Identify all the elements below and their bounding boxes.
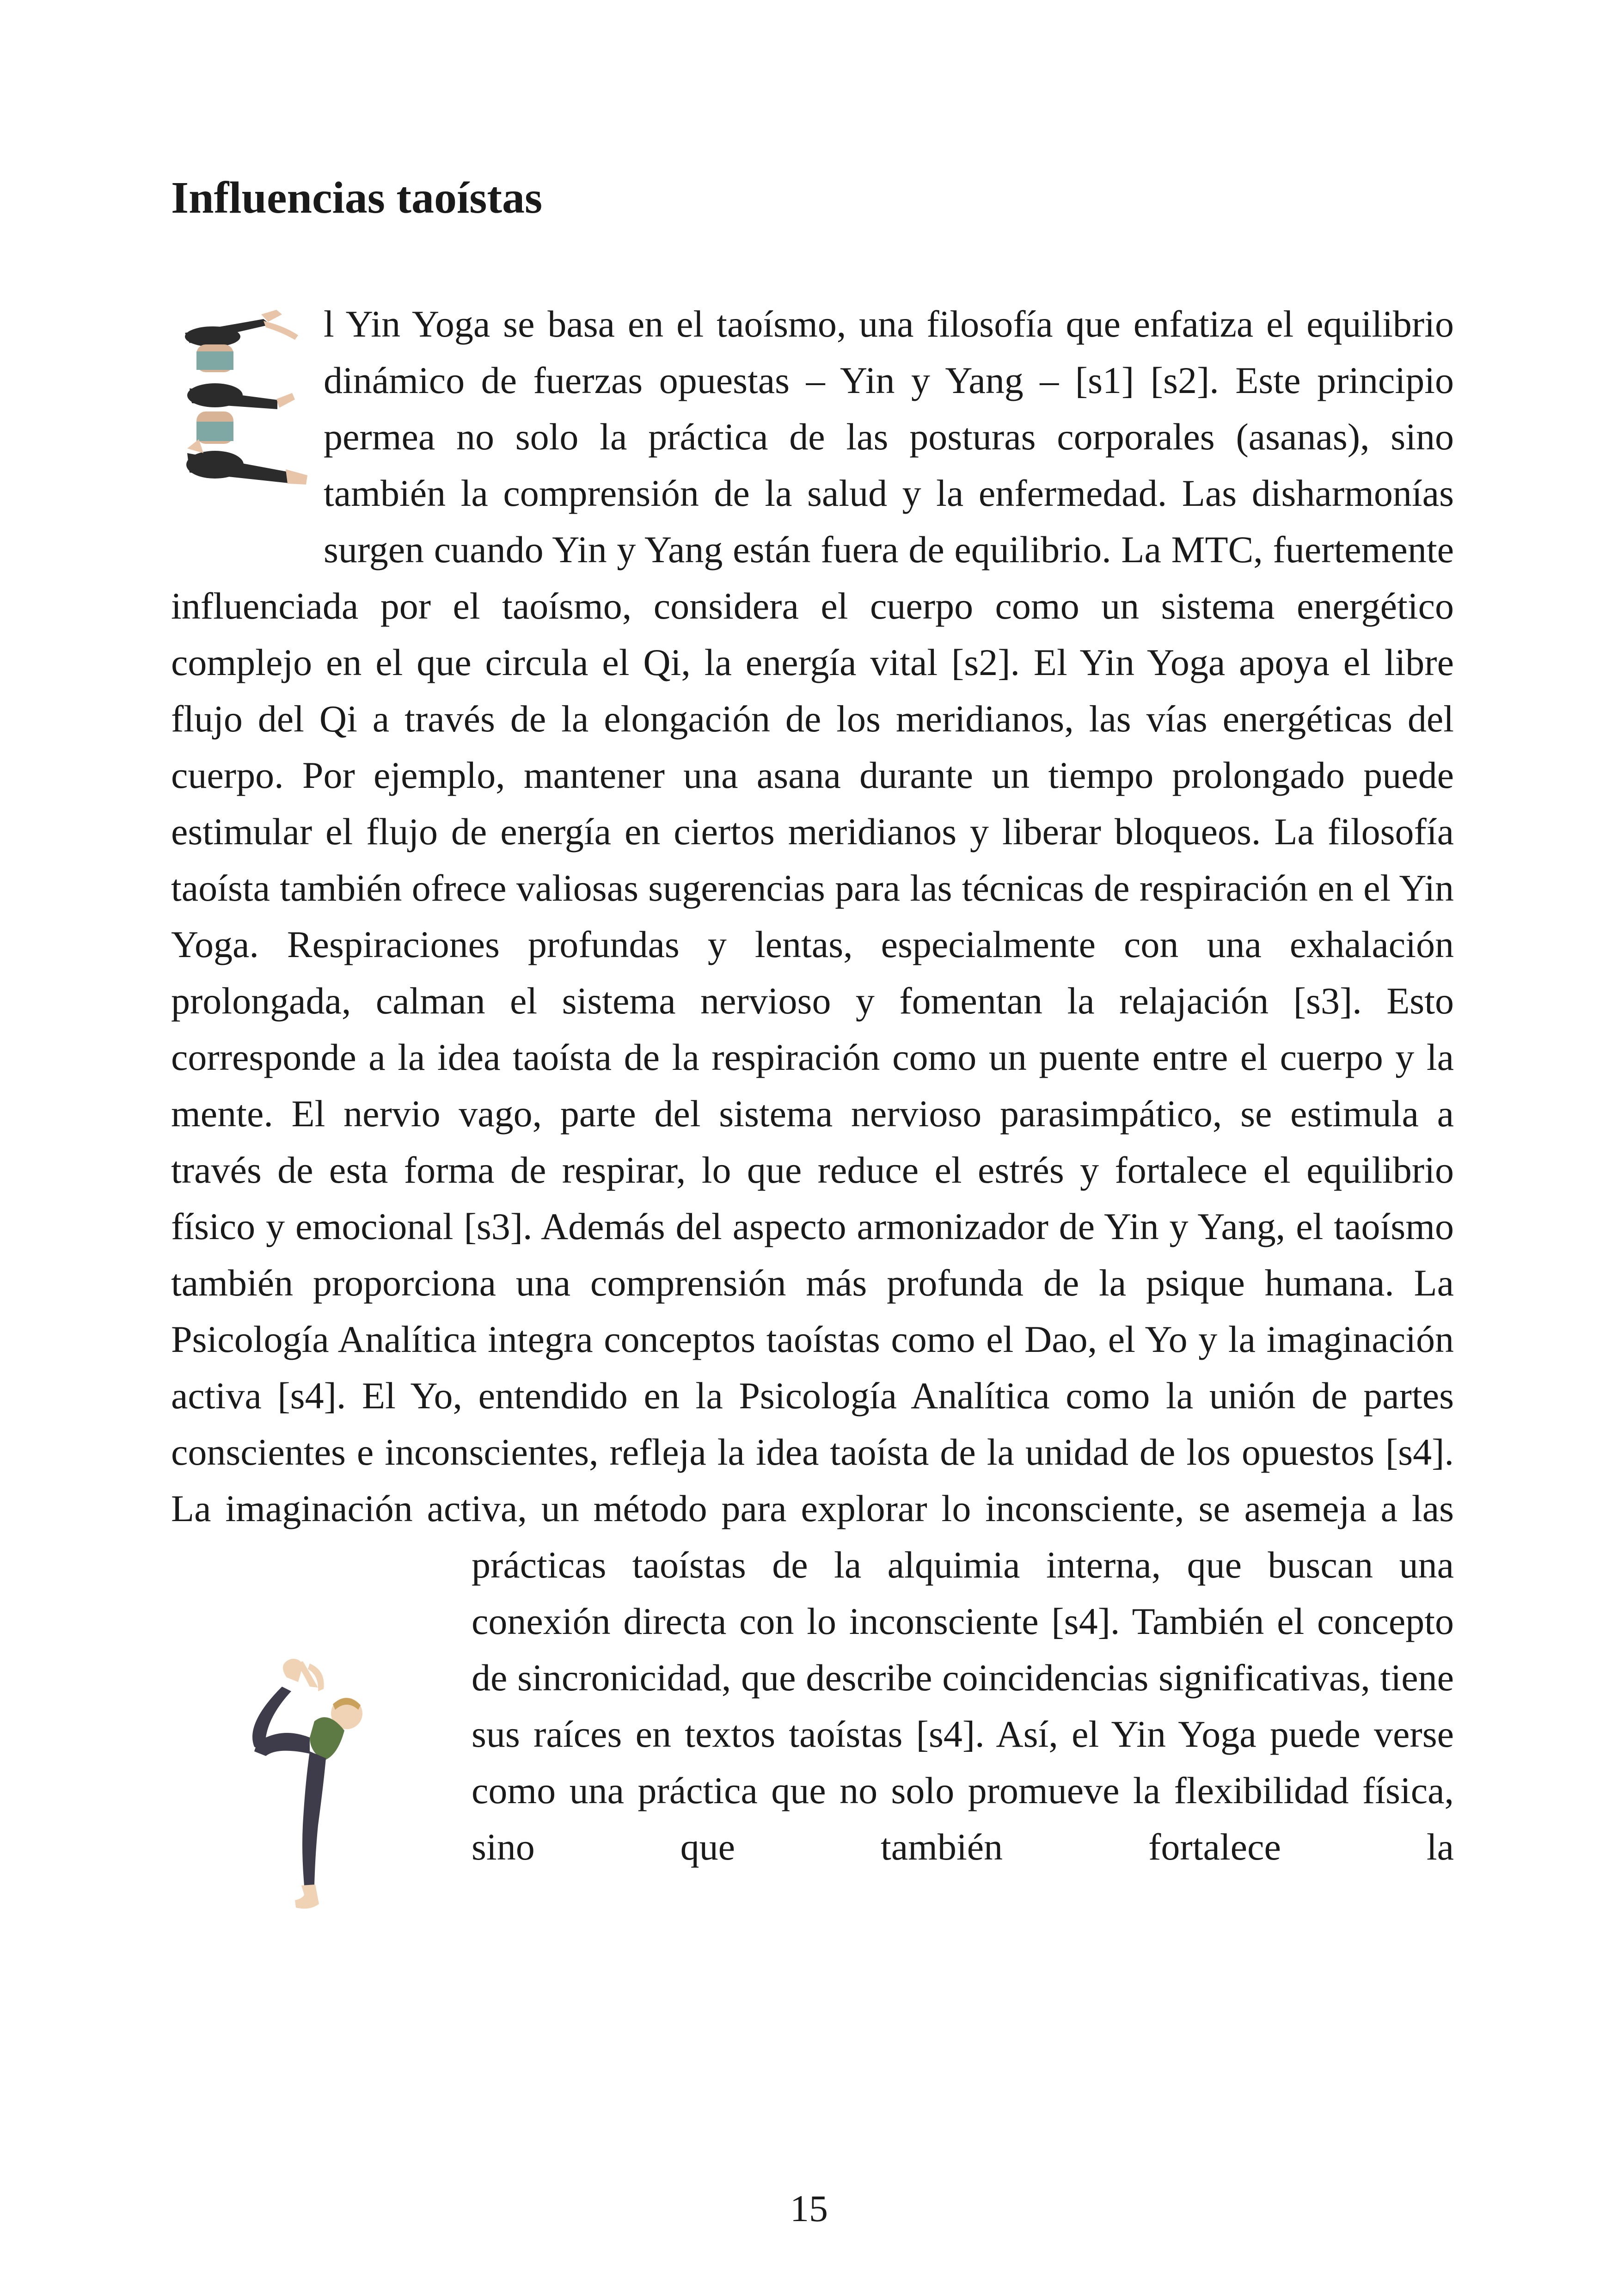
body-paragraph	[171, 296, 1454, 1922]
section-heading: Influencias taoístas	[171, 173, 543, 223]
page-number: 15	[790, 2187, 828, 2229]
paragraph-text-before-figure: l Yin Yoga se basa en el taoísmo, una filosofía que enfatiza el equilibrio dinámico de fuerzas opuestas – Yin y Yang – [s1] [s2]. Este principio permea no solo la práctica de las posturas corporales (asanas), sino también la comprensión de la salud y la enfermedad. Las disharmonías surgen cuando Yin y Yang están fuera de equilibrio. La MTC, fuertemente influenciada por el taoísmo, considera el cuerpo como un sistema energético complejo en el que circula el Qi, la energía vital [s2]. El Yin Yoga apoya el libre flujo del Qi a través de la elongación de los meridianos, las vías energéticas del cuerpo. Por ejemplo, mantener una asana durante un tiempo prolongado puede estimular el flujo de energía en ciertos meridianos y liberar bloqueos. La filosofía taoísta también ofrece valiosas sugerencias para las técnicas de respiración en el Yin Yoga. Respiraciones profundas y lentas, especialmente con una exhalación prolongada, calman el sistema nervioso y fomentan la relajación [s3]. Esto corresponde a la idea taoísta de la respiración como un puente entre el cuerpo y la mente. El nervio vago, parte del sistema nervioso parasimpático, se estimula a través de esta forma de respirar, lo que reduce el estrés y fortalece el equilibrio físico y emocional [s3]. Además del aspecto armonizador de Yin y Yang, el taoísmo también proporciona una comprensión más profunda de la psique humana. La Psicología Analítica integra conceptos taoístas como el Dao, el Yo y la imaginación activa [s4]. El Yo, entendido en la Psicología Analítica como la unión de partes conscientes e inconscientes, refleja la idea taoísta de la unidad de los opuestos [s4]. La imaginación activa, un método para explorar lo	[171, 303, 1454, 1529]
paragraph-text-after-figure: inconsciente, se asemeja a las prácticas taoístas de la alquimia interna, que buscan una conexión directa con lo inconsciente [s4]. También el concepto de sincronicidad, que describe coincidencias significativas, tiene sus raíces en textos taoístas [s4]. Así, el Yin Yoga puede verse como una práctica que no solo promueve la flexibilidad física, sino que también fortalece la	[472, 1487, 1454, 1868]
yoga-figures-letter-e-illustration	[171, 301, 324, 522]
dancer-pose-yoga-illustration	[171, 1645, 472, 1922]
